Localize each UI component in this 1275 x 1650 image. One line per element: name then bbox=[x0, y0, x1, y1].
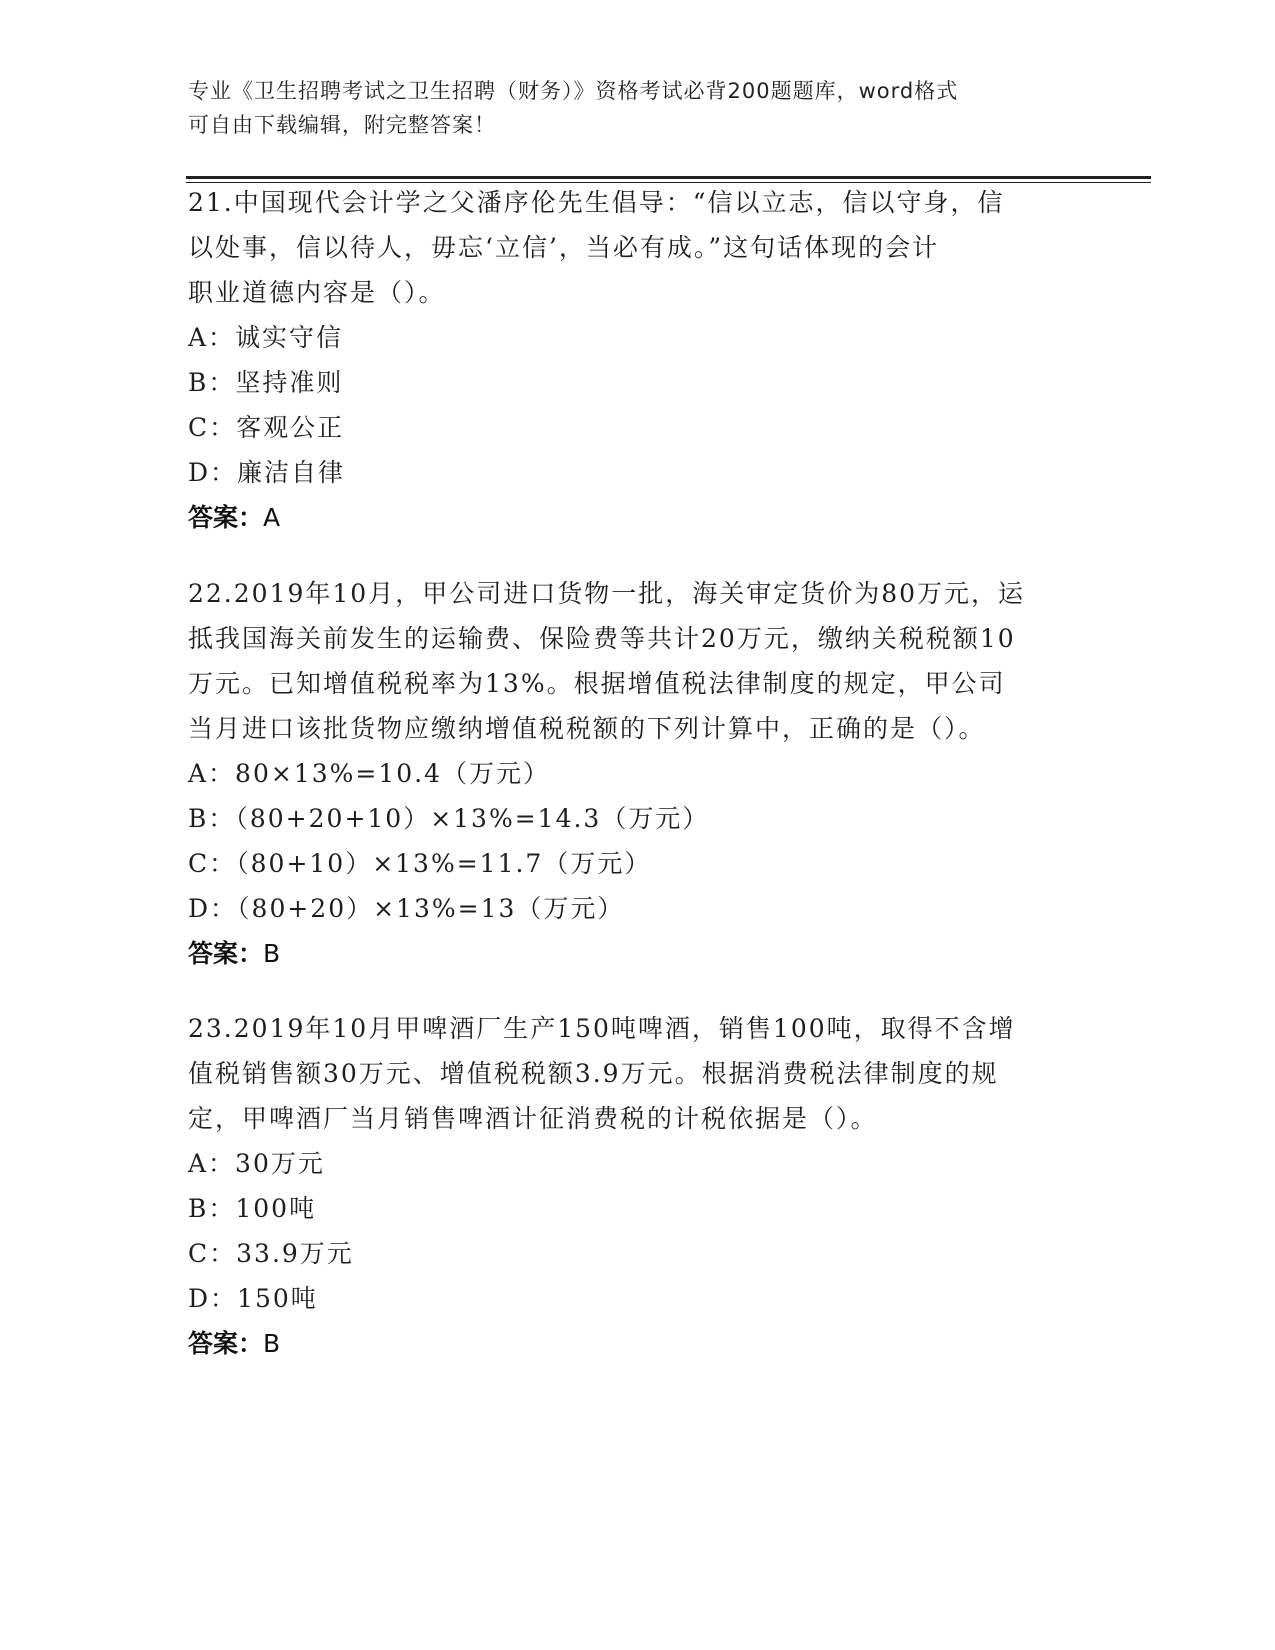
question-text-line: 定，甲啤酒厂当月销售啤酒计征消费税的计税依据是（）。 bbox=[188, 1104, 878, 1133]
option-c: C：客观公正 bbox=[188, 413, 345, 442]
question-23 bbox=[188, 1006, 1088, 1366]
option-b: B：坚持准则 bbox=[188, 368, 344, 397]
question-text-line: 抵我国海关前发生的运输费、保险费等共计20万元，缴纳关税税额10 bbox=[188, 624, 1016, 653]
answer-line bbox=[188, 931, 1088, 976]
header-divider-thick bbox=[186, 176, 1151, 179]
document-header bbox=[188, 74, 1088, 142]
option-a: A：80×13%=10.4（万元） bbox=[188, 759, 550, 788]
question-text-line: 以处事，信以待人，毋忘‘立信’，当必有成。”这句话体现的会计 bbox=[188, 233, 940, 262]
question-text-line: 值税销售额30万元、增值税税额3.9万元。根据消费税法律制度的规 bbox=[188, 1059, 999, 1088]
header-line-1: 专业《卫生招聘考试之卫生招聘（财务）》资格考试必背200题题库，word格式 bbox=[188, 79, 959, 103]
answer-label: 答案： bbox=[188, 503, 264, 532]
answer-line bbox=[188, 495, 1088, 540]
option-a: A：30万元 bbox=[188, 1149, 325, 1178]
option-d: D：（80+20）×13%=13（万元） bbox=[188, 894, 625, 923]
header-line-2: 可自由下载编辑，附完整答案！ bbox=[188, 113, 496, 137]
option-a: A：诚实守信 bbox=[188, 323, 344, 352]
question-text-line: 当月进口该批货物应缴纳增值税税额的下列计算中，正确的是（）。 bbox=[188, 714, 986, 743]
option-d: D：廉洁自律 bbox=[188, 458, 346, 487]
question-text-line: 23.2019年10月甲啤酒厂生产150吨啤酒，销售100吨，取得不含增 bbox=[188, 1014, 1016, 1043]
answer-label: 答案： bbox=[188, 1329, 264, 1358]
option-c: C：33.9万元 bbox=[188, 1239, 354, 1268]
option-d: D：150吨 bbox=[188, 1284, 318, 1313]
question-text-line: 21.中国现代会计学之父潘序伦先生倡导：“信以立志，信以守身，信 bbox=[188, 188, 1005, 217]
option-b: B：100吨 bbox=[188, 1194, 317, 1223]
question-text-line: 万元。已知增值税税率为13%。根据增值税法律制度的规定，甲公司 bbox=[188, 669, 1006, 698]
answer-value: B bbox=[263, 1329, 281, 1358]
answer-value: B bbox=[263, 939, 281, 968]
answer-line bbox=[188, 1321, 1088, 1366]
question-22 bbox=[188, 571, 1088, 976]
question-text-line: 职业道德内容是（）。 bbox=[188, 278, 446, 307]
option-b: B：（80+20+10）×13%=14.3（万元） bbox=[188, 804, 710, 833]
question-21 bbox=[188, 180, 1088, 540]
answer-value: A bbox=[263, 503, 281, 532]
question-text-line: 22.2019年10月，甲公司进口货物一批，海关审定货价为80万元，运 bbox=[188, 579, 1026, 608]
option-c: C：（80+10）×13%=11.7（万元） bbox=[188, 849, 652, 878]
answer-label: 答案： bbox=[188, 939, 264, 968]
